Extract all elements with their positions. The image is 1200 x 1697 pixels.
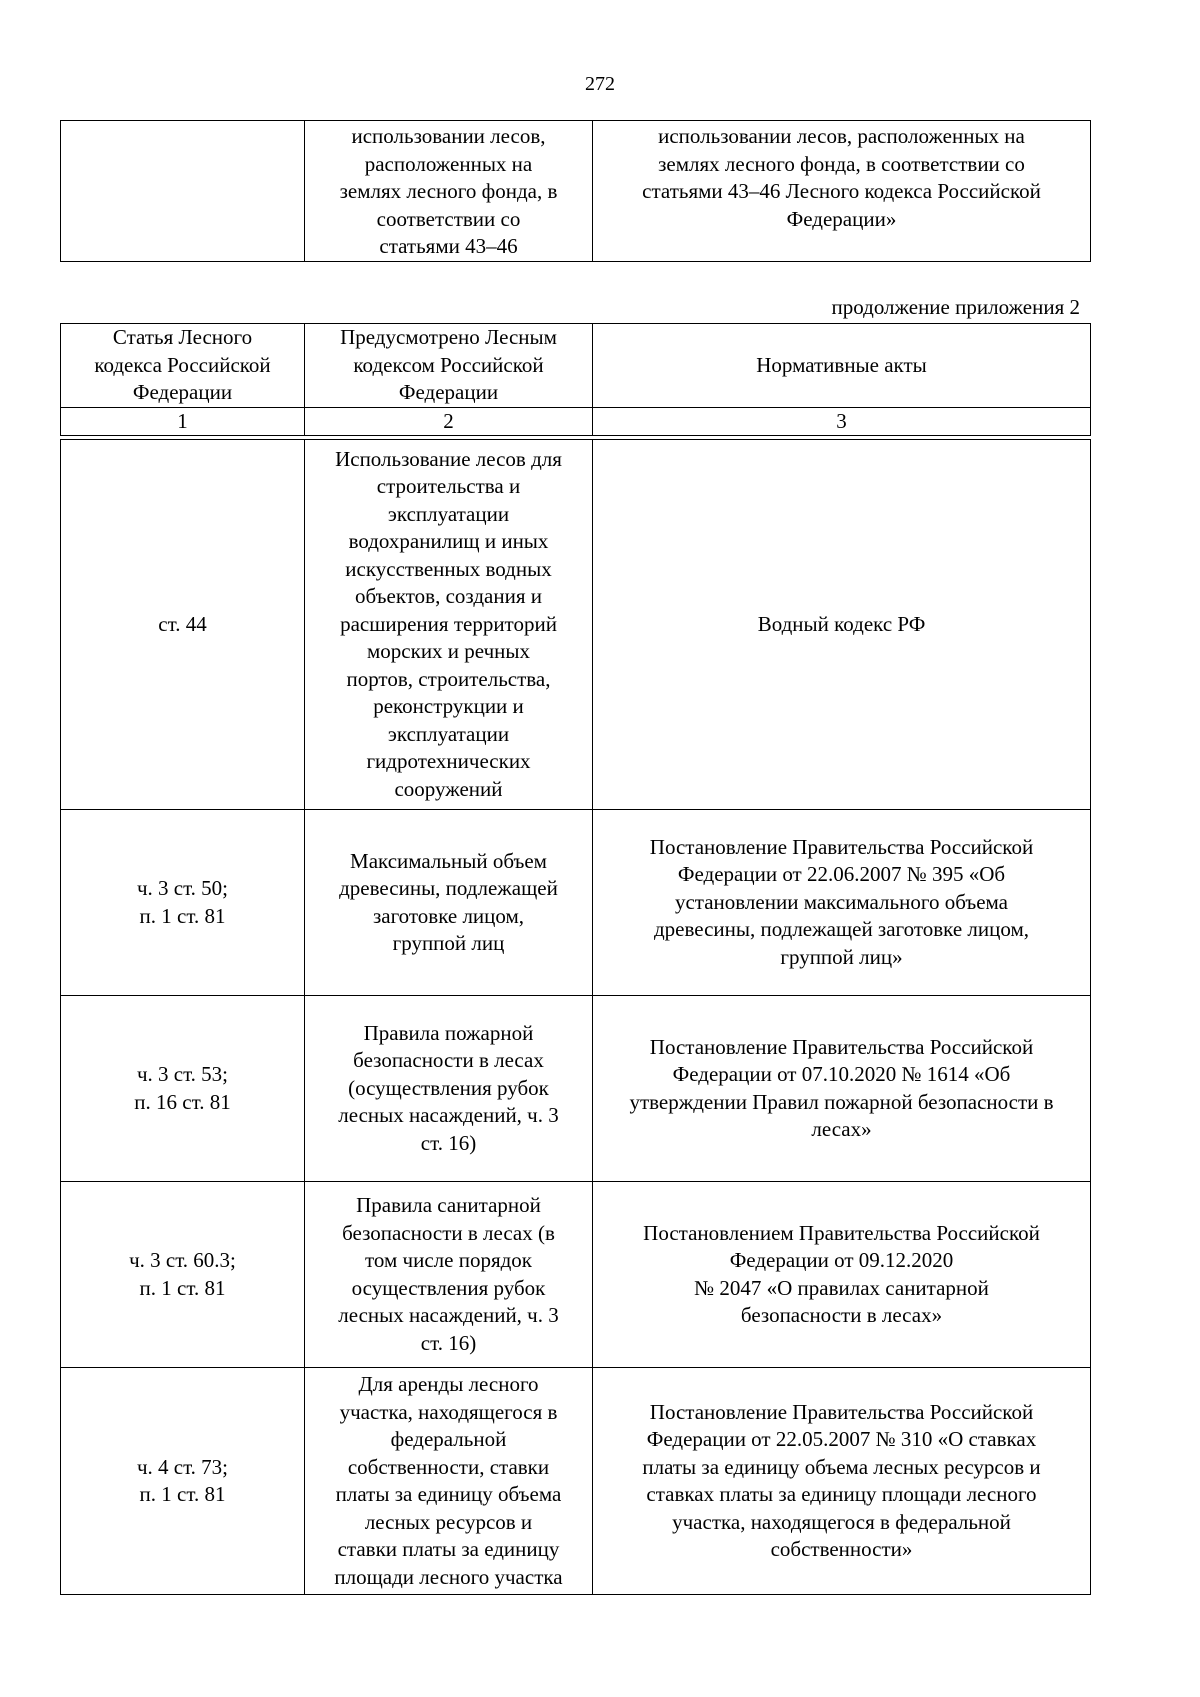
table-row <box>61 1368 1091 1595</box>
top-table-col1-cell <box>61 121 305 262</box>
cell-text-line: строительства и <box>376 474 521 499</box>
cell-text-line: Предусмотрено Лесным <box>340 325 557 349</box>
cell-text-line: землях лесного фонда, в соответствии со <box>658 151 1025 176</box>
cell-text-line: ч. 3 ст. 60.3; <box>129 1248 236 1272</box>
cell-text-line: федеральной <box>390 1427 507 1451</box>
cell-text-line: реконструкции и <box>373 694 524 719</box>
row-article <box>61 996 305 1182</box>
top-table-col2-cell <box>305 121 593 262</box>
top-table-col3-cell <box>593 121 1091 262</box>
cell-text-line: ч. 3 ст. 53; <box>136 1062 229 1086</box>
cell-text-line: эксплуатации <box>387 721 510 746</box>
cell-text-line: ст. 16) <box>420 1330 477 1355</box>
row-provided <box>305 440 593 810</box>
row-article <box>61 440 305 810</box>
row-acts <box>593 1182 1091 1368</box>
cell-text-line: п. 1 ст. 81 <box>139 903 226 928</box>
main-table <box>60 323 1091 1595</box>
cell-text-line: собственности» <box>770 1537 913 1561</box>
cell-text-line: статьями 43–46 Лесного кодекса Российской <box>642 179 1041 203</box>
cell-text-line: ч. 4 ст. 73; <box>136 1454 229 1479</box>
cell-text-line: безопасности в лесах» <box>740 1303 943 1327</box>
cell-text-line: заготовке лицом, <box>372 903 525 928</box>
column-number-1: 1 <box>61 407 305 436</box>
row-provided <box>305 810 593 996</box>
table-row <box>61 996 1091 1182</box>
cell-text-line: эксплуатации <box>387 501 510 526</box>
cell-text-line: Водный кодекс РФ <box>757 611 926 636</box>
cell-text-line: Федерации <box>132 380 233 404</box>
row-acts <box>593 810 1091 996</box>
cell-text-line: Постановление Правительства Российской <box>649 1034 1034 1059</box>
cell-text-line: Федерации от 09.12.2020 <box>729 1248 954 1272</box>
cell-text-line: расположенных на <box>364 151 533 176</box>
cell-text-line: использовании лесов, <box>351 124 546 148</box>
cell-text-line: группой лиц <box>392 931 505 955</box>
row-provided <box>305 1182 593 1368</box>
cell-text-line: лесах» <box>811 1117 872 1141</box>
header-acts <box>593 324 1091 408</box>
row-provided <box>305 996 593 1182</box>
cell-text-line: кодексом Российской <box>353 352 544 377</box>
row-article <box>61 1368 305 1595</box>
cell-text-line: п. 1 ст. 81 <box>139 1482 226 1506</box>
cell-text-line: платы за единицу объема лесных ресурсов и <box>642 1454 1041 1479</box>
cell-text-line: сооружений <box>394 776 503 801</box>
cell-text-line: соответствии со <box>376 206 521 231</box>
cell-text-line: кодекса Российской <box>94 352 271 377</box>
cell-text-line: утверждении Правил пожарной безопасности в <box>629 1089 1054 1114</box>
cell-text-line: собственности, ставки <box>347 1454 550 1479</box>
cell-text-line: ст. 16) <box>420 1130 477 1155</box>
cell-text-line: ст. 44 <box>158 611 207 636</box>
cell-text-line: Правила пожарной <box>363 1020 534 1045</box>
row-acts <box>593 440 1091 810</box>
cell-text-line: объектов, создания и <box>355 584 542 609</box>
top-table <box>60 120 1091 262</box>
cell-text-line: № 2047 «О правилах санитарной <box>694 1275 989 1300</box>
row-provided <box>305 1368 593 1595</box>
cell-text-line: расширения территорий <box>340 611 557 636</box>
table-row <box>61 440 1091 810</box>
row-article <box>61 810 305 996</box>
cell-text-line: п. 1 ст. 81 <box>139 1275 226 1300</box>
cell-text-line: Федерации от 22.06.2007 № 395 «Об <box>677 862 1006 887</box>
cell-text-line: Постановление Правительства Российской <box>649 1399 1034 1424</box>
column-number-row <box>61 407 1091 436</box>
cell-text-line: группой лиц» <box>780 944 903 969</box>
cell-text-line: Постановлением Правительства Российской <box>643 1220 1040 1245</box>
cell-text-line: том числе порядок <box>365 1248 532 1272</box>
cell-text-line: участка, находящегося в федеральной <box>672 1509 1011 1534</box>
cell-text-line: Федерации <box>398 380 499 404</box>
cell-text-line: Федерации» <box>786 206 897 231</box>
cell-text-line: морских и речных <box>367 639 530 664</box>
row-acts <box>593 996 1091 1182</box>
column-number-2: 2 <box>305 407 593 436</box>
cell-text-line: Максимальный объем <box>350 848 547 873</box>
page-number: 272 <box>585 73 615 95</box>
header-provided <box>305 324 593 408</box>
cell-text-line: Постановление Правительства Российской <box>649 834 1034 859</box>
cell-text-line: Федерации от 07.10.2020 № 1614 «Об <box>672 1062 1011 1086</box>
cell-text-line: ч. 3 ст. 50; <box>136 876 229 900</box>
header-row <box>61 324 1091 408</box>
cell-text-line: участка, находящегося в <box>339 1399 558 1424</box>
cell-text-line: древесины, подлежащей <box>339 876 558 900</box>
cell-text-line: лесных насаждений, ч. 3 <box>338 1303 559 1327</box>
cell-text-line: Правила санитарной <box>356 1193 541 1217</box>
cell-text-line: статьями 43–46 <box>379 234 518 258</box>
cell-text-line: гидротехнических <box>366 749 531 774</box>
cell-text-line: водохранилищ и иных <box>348 529 549 554</box>
cell-text-line: портов, строительства, <box>346 666 551 691</box>
cell-text-line: осуществления рубок <box>351 1275 546 1300</box>
table-row <box>61 1182 1091 1368</box>
cell-text-line: площади лесного участка <box>334 1564 563 1589</box>
row-article <box>61 1182 305 1368</box>
cell-text-line: (осуществления рубок <box>348 1075 549 1100</box>
column-number-3: 3 <box>593 407 1091 436</box>
cell-text-line: ставки платы за единицу <box>337 1537 560 1561</box>
cell-text-line: Нормативные акты <box>756 352 927 377</box>
cell-text-line: лесных насаждений, ч. 3 <box>338 1103 559 1128</box>
cell-text-line: Для аренды лесного <box>358 1372 539 1396</box>
cell-text-line: использовании лесов, расположенных на <box>658 124 1025 148</box>
cell-text-line: искусственных водных <box>345 556 552 581</box>
row-acts <box>593 1368 1091 1595</box>
cell-text-line: платы за единицу объема <box>335 1482 562 1506</box>
continuation-label: продолжение приложения 2 <box>831 295 1080 319</box>
header-article <box>61 324 305 408</box>
table-row <box>61 810 1091 996</box>
cell-text-line: установлении максимального объема <box>674 889 1009 914</box>
cell-text-line: ставках платы за единицу площади лесного <box>646 1482 1037 1506</box>
cell-text-line: Использование лесов для <box>335 446 562 471</box>
cell-text-line: Статья Лесного <box>112 325 253 349</box>
cell-text-line: безопасности в лесах <box>353 1048 544 1073</box>
cell-text-line: землях лесного фонда, в <box>339 179 558 203</box>
cell-text-line: п. 16 ст. 81 <box>134 1089 231 1114</box>
cell-text-line: Федерации от 22.05.2007 № 310 «О ставках <box>646 1427 1037 1451</box>
cell-text-line: безопасности в лесах (в <box>342 1220 555 1245</box>
cell-text-line: лесных ресурсов и <box>364 1509 533 1534</box>
cell-text-line: древесины, подлежащей заготовке лицом, <box>653 917 1030 942</box>
